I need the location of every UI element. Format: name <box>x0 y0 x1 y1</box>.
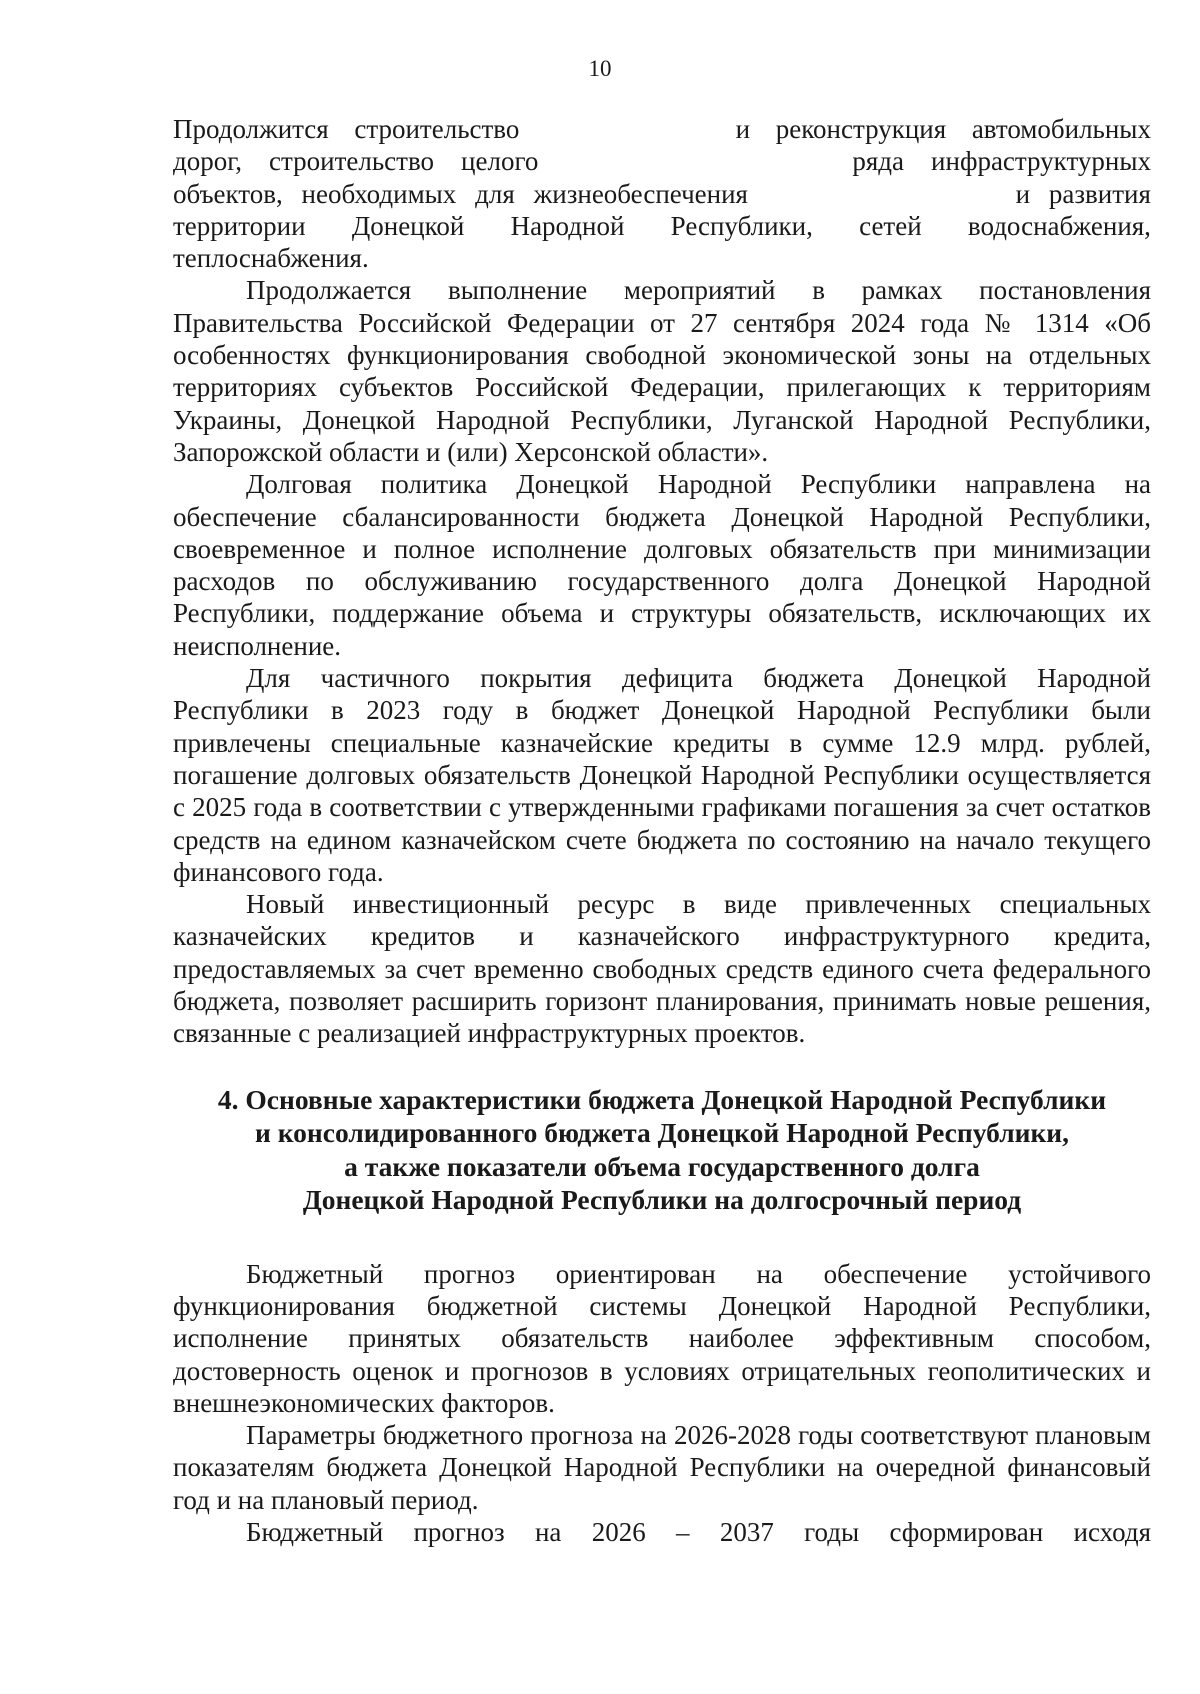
text-line <box>173 210 1151 242</box>
paragraph-deficit-coverage: Для частичного покрытия дефицита бюджета Донецкой Народной Республики в 2023 году в бюджет Донецкой Народной Республики были привлечены специальные казначейские кредиты в сумме 12.9 млрд. рублей, погашение долговых обязательств Донецкой Народной Республики осуществляется с 2025 года в соответствии с утвержденными графиками погашения за счет остатков средств на едином казначейском счете бюджета по состоянию на начало текущего финансового года. <box>173 663 1151 887</box>
section-heading-line: и консолидированного бюджета Донецкой Народной Республики, <box>254 1117 1070 1149</box>
word: и <box>735 114 751 144</box>
section-heading <box>173 1083 1151 1217</box>
word: объектов, <box>173 178 283 209</box>
text-line <box>173 113 1151 145</box>
word: инфраструктурных <box>931 146 1151 177</box>
word: водоснабжения, <box>967 210 1151 241</box>
paragraph-free-economic-zone: Продолжается выполнение мероприятий в рамках постановления Правительства Российской Федерации от 27 сентября 2024 года № 1314 «Об особенностях функционирования свободной экономической зоны на отдельных территориях субъектов Российской Федерации, прилегающих к территориям Украины, Донецкой Народной Республики, Луганской Народной Республики, Запорожской области и (или) Херсонской области». <box>173 275 1151 467</box>
word: Продолжится <box>173 114 329 144</box>
paragraph-forecast-period: Бюджетный прогноз на 2026 – 2037 годы сформирован исходя <box>246 1516 1151 1547</box>
word: ряда <box>852 146 905 177</box>
word: необходимых <box>301 178 457 209</box>
word: Народной <box>510 210 625 241</box>
word: целого <box>461 146 539 177</box>
word: реконструкция <box>775 114 947 144</box>
paragraph-forecast-parameters: Параметры бюджетного прогноза на 2026-2028 годы соответствуют плановым показателям бюджета Донецкой Народной Республики на очередной финансовый год и на плановый период. <box>173 1420 1151 1515</box>
section-heading-line: Донецкой Народной Республики на долгосрочный период <box>302 1184 1022 1216</box>
word: строительство <box>354 114 520 144</box>
paragraph-debt-policy: Долговая политика Донецкой Народной Республики направлена на обеспечение сбалансированности бюджета Донецкой Народной Республики, своевременное и полное исполнение долговых обязательств при минимизации расходов по обслуживанию государственного долга Донецкой Народной Республики, поддержание объема и структуры обязательств, исключающих их неисполнение. <box>173 469 1151 661</box>
word: территории <box>173 210 306 241</box>
text-line: теплоснабжения. <box>173 243 369 274</box>
paragraph-construction <box>173 113 1151 274</box>
paragraph-investment-resource: Новый инвестиционный ресурс в виде привлеченных специальных казначейских кредитов и казначейского инфраструктурного кредита, предоставляемых за счет временно свободных средств единого счета федерального бюджета, позволяет расширить горизонт планирования, принимать новые решения, связанные с реализацией инфраструктурных проектов. <box>173 889 1151 1049</box>
word: дорог, <box>173 146 243 177</box>
page-number: 10 <box>588 56 612 81</box>
document-body <box>173 113 1151 1548</box>
word: и <box>1015 178 1031 209</box>
word: для <box>475 178 515 209</box>
word: развития <box>1048 178 1151 209</box>
section-heading-line: 4. Основные характеристики бюджета Донецкой Народной Республики <box>217 1083 1107 1115</box>
paragraph-budget-forecast-orientation: Бюджетный прогноз ориентирован на обеспечение устойчивого функционирования бюджетной системы Донецкой Народной Республики, исполнение принятых обязательств наиболее эффективным способом, достоверность оценок и прогнозов в условиях отрицательных геополитических и внешнеэкономических факторов. <box>173 1258 1151 1418</box>
text-line <box>173 145 1151 177</box>
word: строительство <box>269 146 435 177</box>
word: сетей <box>859 210 922 241</box>
word: Республики, <box>670 210 813 241</box>
text-line <box>173 178 1151 210</box>
word: Донецкой <box>351 210 465 241</box>
section-heading-line: а также показатели объема государственного долга <box>344 1150 980 1182</box>
word: автомобильных <box>971 114 1151 144</box>
word: жизнеобеспечения <box>533 178 748 209</box>
